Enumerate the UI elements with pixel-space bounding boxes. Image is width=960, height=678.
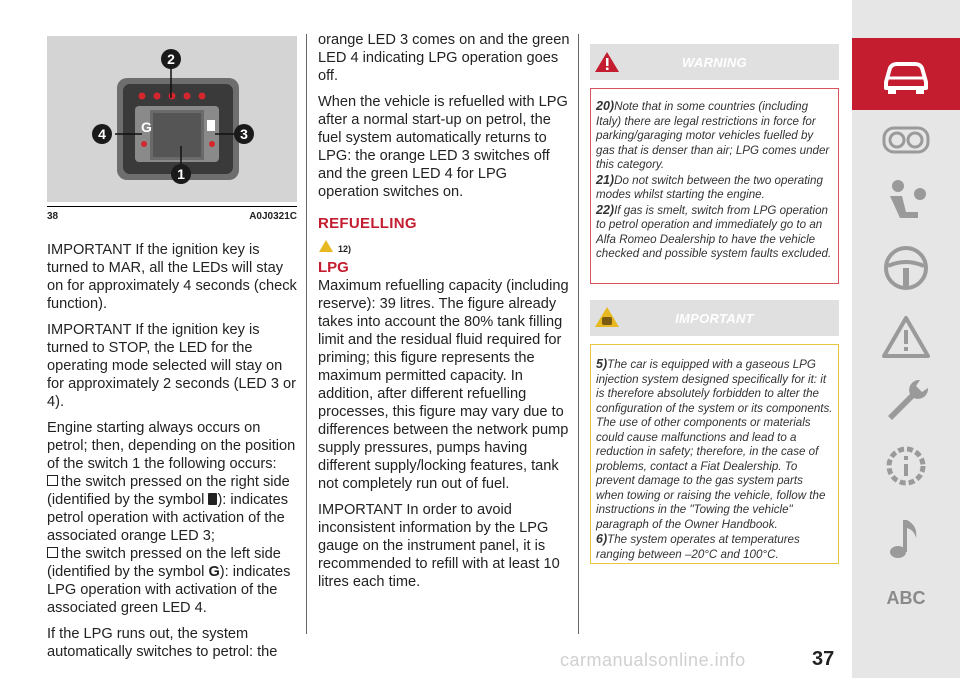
gear-info-icon[interactable] xyxy=(880,440,932,492)
led xyxy=(199,93,206,100)
column-divider xyxy=(306,34,307,634)
callout-3: 3 xyxy=(240,126,248,142)
important-box xyxy=(590,344,839,564)
warning-triangle-icon[interactable] xyxy=(880,312,932,364)
reference-row xyxy=(318,237,570,259)
paragraph: IMPORTANT In order to avoid inconsistent information by the LPG gauge on the instrument panel, it is recommended to refill with at least 10 litres each time. xyxy=(318,502,560,590)
list-item: the switch pressed on the right side (identified by the symbol ): indicates petrol operation with activation of the associated orange LED 3; xyxy=(47,474,290,544)
steering-wheel-icon[interactable] xyxy=(880,242,932,294)
led xyxy=(154,93,161,100)
paragraph: IMPORTANT If the ignition key is turned to MAR, all the LEDs will stay on for approximately 4 seconds (check function). xyxy=(47,242,297,312)
led xyxy=(184,93,191,100)
music-note-icon[interactable] xyxy=(880,512,932,564)
section-heading: REFUELLING xyxy=(318,215,417,232)
figure-code: A0J0321C xyxy=(249,211,297,222)
checkbox-bullet-icon xyxy=(47,547,58,558)
callout-4: 4 xyxy=(98,126,106,142)
paragraph: Engine starting always occurs on petrol; then, depending on the position of the switch 1 the following occurs: xyxy=(47,420,296,472)
gas-symbol-g: G xyxy=(208,564,220,580)
callout-2: 2 xyxy=(167,51,175,67)
paragraph: orange LED 3 comes on and the green LED 4 indicating LPG operation goes off. xyxy=(318,32,570,84)
warning-header xyxy=(590,44,839,80)
paragraph: If the LPG runs out, the system automatically switches to petrol: the xyxy=(47,626,278,660)
watermark: carmanualsonline.info xyxy=(560,650,746,670)
wrench-icon[interactable] xyxy=(880,374,932,426)
seat-airbag-icon[interactable] xyxy=(880,176,932,228)
lpg-switch-illustration xyxy=(47,36,297,202)
paragraph: IMPORTANT If the ignition key is turned to STOP, the LED for the operating mode selected will stay on for approximately 2 seconds (LED 3 or 4). xyxy=(47,322,297,410)
callout-1: 1 xyxy=(177,166,185,182)
led xyxy=(141,141,147,147)
led xyxy=(209,141,215,147)
subsection-heading: LPG xyxy=(318,259,349,276)
important-item: 5)The car is equipped with a gaseous LPG injection system designed specifically for it: it is therefore absolutely forbidden to alter the configuration of the system or its components. The use of other components or materials could cause malfunctions and lead to a reduction in safety; therefore, in the case of problems, contact a Fiat Dealership. To prevent damage to the gas system parts when towing or raising the vehicle, follow the instructions in the "Towing the vehicle" paragraph of the Owner Handbook. xyxy=(596,357,833,531)
fuel-pump-symbol xyxy=(207,120,215,131)
led xyxy=(139,93,146,100)
checkbox-bullet-icon xyxy=(47,475,58,486)
led xyxy=(169,93,176,100)
index-abc-link[interactable]: ABC xyxy=(886,588,926,608)
warning-item: 20)Note that in some countries (including Italy) there are legal restrictions in force for parking/garaging motor vehicles fuelled by gas that is denser than air; LPG comes under this category. xyxy=(596,99,830,171)
warning-item: 22)If gas is smelt, switch from LPG operation to petrol operation and immediately go to an Alfa Romeo Dealership to have the vehicle checked and possible system faults excluded. xyxy=(596,202,832,260)
page-number: 37 xyxy=(812,648,835,670)
column-2 xyxy=(318,31,570,599)
figure-caption xyxy=(47,206,297,223)
figure-number: 38 xyxy=(47,211,59,222)
gas-symbol-g: G xyxy=(141,119,152,135)
important-item: 6)The system operates at temperatures ranging between –20°C and 100°C. xyxy=(596,532,800,561)
paragraph: When the vehicle is refuelled with LPG after a normal start-up on petrol, the fuel system automatically returns to LPG: the orange LED 3 switches off and the green LED 4 for LPG operation switches on. xyxy=(318,94,568,200)
lpg-switch-figure xyxy=(47,36,297,202)
dashboard-icon[interactable] xyxy=(880,116,932,168)
paragraph: Maximum refuelling capacity (including reserve): 39 litres. The figure already takes into account the 80% tank filling limit and the residual fluid required for priming; this figure represents the maximum permitted capacity. In addition, after different refuelling processes, this figure may vary due to differences between the network pump supply pressures, pumps having different supply/locking features, tank not completely run out of fuel. xyxy=(318,278,569,492)
column-1 xyxy=(47,241,297,669)
car-icon[interactable] xyxy=(880,48,932,100)
list-item: the switch pressed on the left side (identified by the symbol G): indicates LPG operation with activation of the associated green LED 4. xyxy=(47,546,291,616)
warning-box xyxy=(590,88,839,284)
warning-item: 21)Do not switch between the two operating modes whilst starting the engine. xyxy=(596,172,823,201)
important-header xyxy=(590,300,839,336)
warning-title: WARNING xyxy=(682,55,747,70)
warning-triangle-icon xyxy=(318,239,334,253)
reference-number: 12) xyxy=(338,244,352,254)
important-title: IMPORTANT xyxy=(675,311,754,326)
column-divider xyxy=(578,34,579,634)
